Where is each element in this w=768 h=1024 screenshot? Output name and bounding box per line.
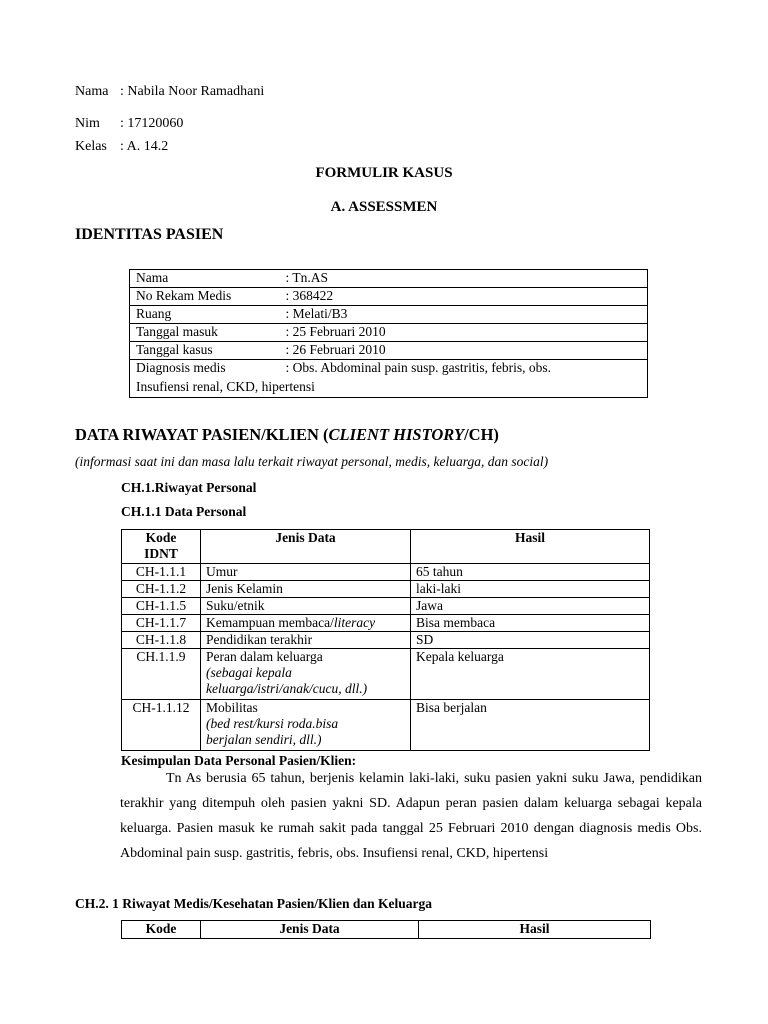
header-code-line2: IDNT (144, 546, 178, 561)
identitas-label: No Rekam Medis (130, 288, 280, 306)
cell-type-note: (sebagai kepala (206, 665, 292, 680)
personal-data-table (121, 529, 650, 751)
medical-history-table (121, 920, 651, 939)
identitas-row (130, 288, 648, 306)
history-subtitle: (informasi saat ini dan masa lalu terkait riwayat personal, medis, keluarga, dan social) (75, 454, 549, 469)
conclusion-paragraph (120, 766, 702, 866)
cell-result: Kepala keluarga (411, 649, 650, 700)
conclusion-text: Tn As berusia 65 tahun, berjenis kelamin laki-laki, suku pasien yakni suku Jawa, pendidikan terakhir yang ditempuh oleh pasien yakni SD. Adapun peran pasien dalam keluarga sebagai kepala keluarga. Pasien masuk ke rumah sakit pada tanggal 25 Februari 2010 dengan diagnosis medis Obs. Abdominal pain susp. gastritis, febris, obs. Insufiensi renal, CKD, hipertensi (120, 771, 702, 861)
ch2-heading: CH.2. 1 Riwayat Medis/Kesehatan Pasien/Klien dan Keluarga (75, 896, 433, 911)
cell-code: CH-1.1.2 (122, 581, 201, 598)
cell-code: CH-1.1.8 (122, 632, 201, 649)
identitas-row (130, 306, 648, 324)
cell-type (201, 700, 411, 751)
cell-type-text: Mobilitas (206, 700, 258, 715)
cell-type: Pendidikan terakhir (201, 632, 411, 649)
ch11-heading: CH.1.1 Data Personal (121, 504, 247, 519)
identitas-heading: IDENTITAS PASIEN (75, 226, 224, 243)
ch1-heading: CH.1.Riwayat Personal (121, 480, 257, 495)
cell-result: Bisa berjalan (411, 700, 650, 751)
cell-result: laki-laki (411, 581, 650, 598)
cell-type-note: berjalan sendiri, dll.) (206, 732, 322, 747)
conclusion-heading: Kesimpulan Data Personal Pasien/Klien: (121, 753, 357, 768)
table-row (122, 598, 650, 615)
header-result: Hasil (411, 530, 650, 564)
identitas-value: : Tn.AS (280, 270, 648, 288)
identitas-diagnosis-continuation: Insufiensi renal, CKD, hipertensi (136, 379, 315, 394)
identitas-label: Ruang (130, 306, 280, 324)
table-row (122, 649, 650, 700)
student-name-label: Nama (75, 84, 109, 99)
form-title: FORMULIR KASUS (315, 165, 453, 181)
cell-type (201, 649, 411, 700)
identitas-value: : Obs. Abdominal pain susp. gastritis, febris, obs. (285, 360, 551, 375)
identitas-row (130, 270, 648, 288)
cell-type-text: Kemampuan membaca/ (206, 615, 334, 630)
header-code: Kode (122, 921, 201, 939)
personal-table-header (122, 530, 650, 564)
student-class-value: : A. 14.2 (120, 139, 169, 154)
student-class-label: Kelas (75, 139, 107, 154)
table-row (122, 615, 650, 632)
student-nim-label: Nim (75, 116, 100, 131)
cell-code: CH.1.1.9 (122, 649, 201, 700)
history-heading (75, 425, 499, 445)
identitas-value: : 26 Februari 2010 (280, 342, 648, 360)
identitas-value: : Melati/B3 (280, 306, 648, 324)
identitas-value: : 368422 (280, 288, 648, 306)
identitas-label: Tanggal masuk (130, 324, 280, 342)
cell-result: Jawa (411, 598, 650, 615)
cell-type-text: Peran dalam keluarga (206, 649, 323, 664)
header-type: Jenis Data (201, 530, 411, 564)
cell-type: Suku/etnik (201, 598, 411, 615)
identitas-row (130, 360, 648, 380)
cell-type-italic: literacy (333, 615, 376, 630)
identitas-label: Nama (130, 270, 280, 288)
cell-type: Umur (201, 564, 411, 581)
identitas-label: Tanggal kasus (130, 342, 280, 360)
table-row (122, 632, 650, 649)
student-name-value: : Nabila Noor Ramadhani (120, 84, 265, 99)
history-heading-prefix: DATA RIWAYAT PASIEN/KLIEN ( (75, 425, 329, 444)
identitas-table (129, 269, 648, 398)
history-heading-italic: CLIENT HISTORY (328, 425, 465, 444)
identitas-label: Diagnosis medis (136, 360, 226, 375)
identitas-row-continuation (130, 379, 648, 398)
header-code-line1: Kode (145, 530, 177, 545)
cell-type-note: keluarga/istri/anak/cucu, dll.) (206, 681, 368, 696)
cell-code: CH-1.1.1 (122, 564, 201, 581)
cell-type-note: (bed rest/kursi roda.bisa (206, 716, 339, 731)
cell-type: Jenis Kelamin (201, 581, 411, 598)
header-result: Hasil (419, 921, 651, 939)
table-row (122, 581, 650, 598)
table-row (122, 700, 650, 751)
cell-code: CH-1.1.5 (122, 598, 201, 615)
cell-result: 65 tahun (411, 564, 650, 581)
header-type: Jenis Data (201, 921, 419, 939)
section-title-assessmen: A. ASSESSMEN (330, 199, 438, 215)
history-heading-suffix: /CH) (464, 425, 499, 444)
identitas-value: : 25 Februari 2010 (280, 324, 648, 342)
cell-code: CH-1.1.12 (122, 700, 201, 751)
cell-type (201, 615, 411, 632)
medical-table-header (122, 921, 651, 939)
header-code (122, 530, 201, 564)
table-row (122, 564, 650, 581)
identitas-row (130, 342, 648, 360)
cell-result: SD (411, 632, 650, 649)
cell-result: Bisa membaca (411, 615, 650, 632)
student-nim-value: : 17120060 (120, 116, 184, 131)
cell-code: CH-1.1.7 (122, 615, 201, 632)
identitas-row (130, 324, 648, 342)
